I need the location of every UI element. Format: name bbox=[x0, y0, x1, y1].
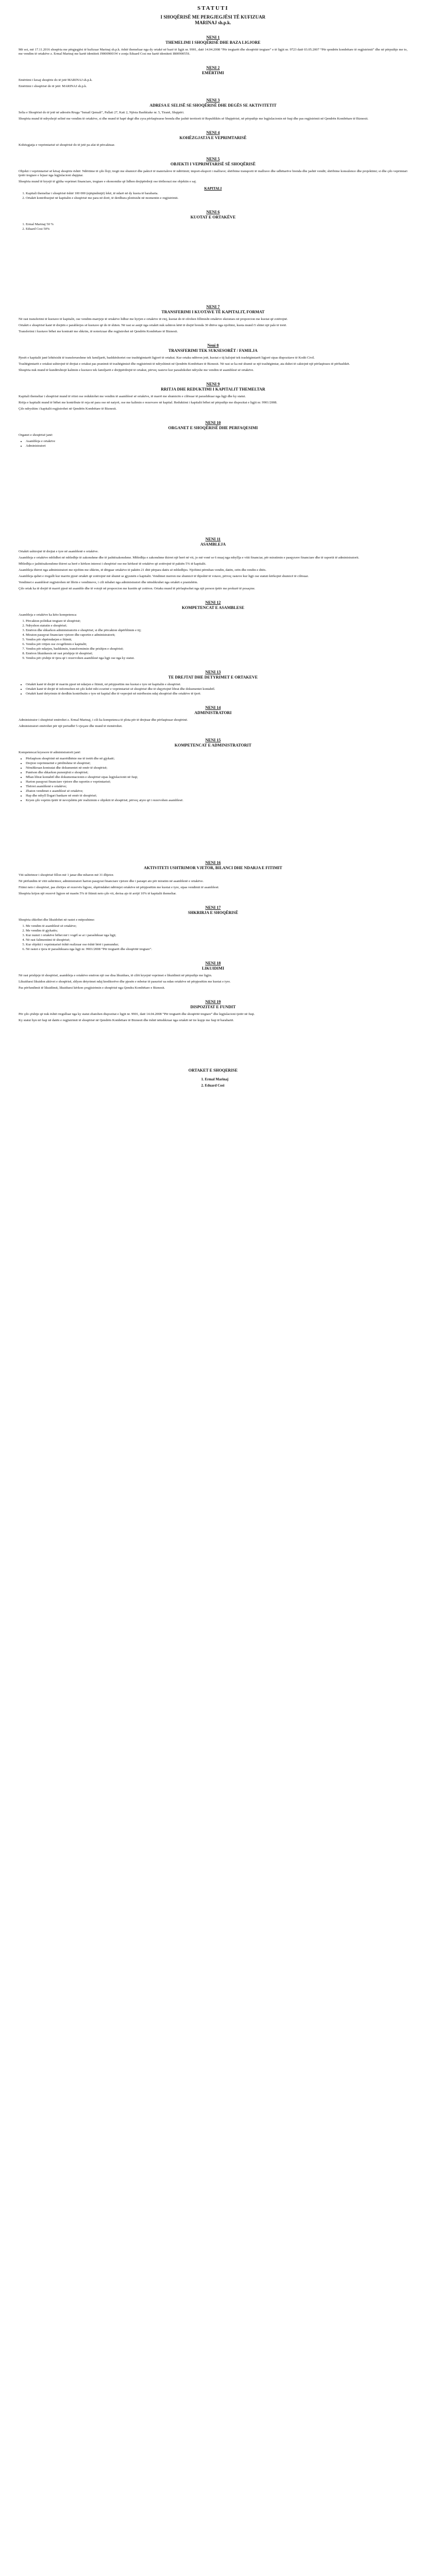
document-body bbox=[19, 5, 407, 1089]
article-section bbox=[19, 210, 407, 231]
article-section bbox=[19, 98, 407, 121]
article-list-item: • Asambleja e ortakëve bbox=[26, 439, 407, 444]
article-list bbox=[26, 619, 407, 660]
page-break-gap bbox=[19, 820, 407, 836]
article-list-item: • Mban librat kontabël dhe dokumentacionin e shoqërisë sipas legjislacionit në fuqi; bbox=[26, 775, 407, 779]
document-heading-company-type: I SHOQËRISË ME PERGJEGJËSI TË KUFIZUAR bbox=[160, 14, 266, 20]
article-paragraph: Ky statut hyn në fuqi në datën e regjistrimit të shoqërisë në Qendrën Kombëtare të Biznesit dhe është nënshkruar nga ortakët në tre kopje me fuqi të barabartë. bbox=[19, 1019, 234, 1022]
article-title: TRANSFERIMI I KUOTAVE TË KAPITALIT, FORMAT bbox=[161, 310, 265, 314]
article-paragraph: Asambleja e ortakëve mblidhet në mbledhje të zakonshme dhe të jashtëzakonshme. Mbledhja e zakonshme thirret një herë në vit, jo më vonë se 6 muaj nga mbyllja e vitit financiar, për miratimin e pasqyrave financiare dhe të raportit të administratorit. bbox=[19, 556, 360, 560]
page-break-gap bbox=[19, 481, 407, 497]
article-list-item: 1. Kapitali themeltar i shoqërisë është 100 000 (njëqindmijë) lekë, të ndarë në dy kuota të barabarta. bbox=[26, 192, 407, 196]
article-title: ORGANET E SHOQËRISË DHE PERFAQESIMI bbox=[168, 426, 258, 430]
article-title: LIKUIDIMI bbox=[201, 966, 225, 971]
article-paragraph: Selia e Shoqërisë do të jetë në adresën Rruga “Ismail Qemali”, Pallati 27, Kati 2, Njësia Bashkiake nr. 5, Tiranë, Shqipëri. bbox=[19, 111, 184, 114]
article-list bbox=[26, 757, 407, 803]
article-paragraph: Pas përfundimit të likuidimit, likuiduesi kërkon çregjistrimin e shoqërisë nga Qendra Kombëtare e Biznesit. bbox=[19, 986, 165, 990]
article-number: NENI 6 bbox=[206, 210, 220, 214]
signatories bbox=[19, 1068, 407, 1089]
article-number: NENI 14 bbox=[205, 705, 221, 710]
article-list-item: 5. Kur objekti i veprimtarisë është realizuar ose është bërë i pamundur; bbox=[26, 943, 407, 947]
article-list-item: • Punëson dhe shkarkon punonjësit e shoqërisë; bbox=[26, 771, 407, 775]
article-paragraph: Vendimet e asamblesë regjistrohen në librin e vendimeve, i cili mbahet nga administratori dhe nënshkruhet nga ortakët e pranishëm. bbox=[19, 581, 198, 584]
page-break-gap bbox=[19, 497, 407, 512]
article-title: TRANSFERIMI TEK SUKSESORËT / FAMILJA bbox=[168, 348, 258, 353]
article-number: NENI 19 bbox=[205, 999, 221, 1004]
article-list-item: 3. Kur numri i ortakëve bëhet më i vogël se ai i parashikuar nga ligji; bbox=[26, 934, 407, 938]
article-list-item: • Harton pasqyrat financiare vjetore dhe raportin e veprimtarisë; bbox=[26, 780, 407, 784]
article-section bbox=[19, 860, 407, 896]
article-paragraph: Në përfundim të vitit ushtrimor, administratori harton pasqyrat financiare vjetore dhe i paraqet ato për miratim në asamblenë e ortakëve. bbox=[19, 879, 204, 883]
article-list bbox=[26, 683, 407, 696]
article-number: NENI 13 bbox=[205, 670, 221, 674]
article-list bbox=[26, 439, 407, 448]
article-list-item: 2. Me vendim të gjykatës; bbox=[26, 929, 407, 933]
article-list-item: 1. Me vendim të asamblesë së ortakëve; bbox=[26, 924, 407, 928]
article-paragraph: Shoqëria mund të kryejë të gjitha veprimet financiare, tregtare e ekonomike që lidhen drejtpërdrejt ose tërthorazi me objektin e saj. bbox=[19, 180, 197, 183]
article-title: AKTIVITETI USHTRIMOR VJETOR, BILANCI DHE NDARJA E FITIMIT bbox=[144, 866, 282, 870]
article-list-item: • Nënshkruan kontratat dhe dokumentet në emër të shoqërisë; bbox=[26, 766, 407, 770]
article-section bbox=[19, 382, 407, 411]
article-paragraph: Objekti i veprimtarisë së kësaj shoqërie është: Ndërtime të çdo lloji; tregti me shumicë dhe pakicë të materialeve të ndërtimit; import-eksport i mallrave; shërbime transporti të mallrave dhe udhëtarëve brenda dhe jashtë vendit; shërbime konsulence dhe projektimi; si dhe çdo veprimtari tjetër tregtare e lejuar nga legjislacioni shqiptar. bbox=[19, 170, 407, 177]
article-paragraph: Administratori emërohet për një periudhë 5-vjeçare dhe mund të riemërohet. bbox=[19, 724, 123, 728]
article-paragraph: Për çdo çështje që nuk është rregulluar nga ky statut zbatohen dispozitat e ligjit nr. 9901, datë 14.04.2008 “Për tregtarët dhe shoqëritë tregtare” dhe legjislacioni tjetër në fuqi. bbox=[19, 1012, 255, 1016]
article-title: SHKRIRJA E SHOQËRISË bbox=[188, 910, 238, 915]
article-list-item: • Zbaton vendimet e asamblesë së ortakëve; bbox=[26, 789, 407, 793]
article-list-item: 4. Në rast falimentimi të shoqërisë; bbox=[26, 938, 407, 942]
article-list-item: 6. Në rastet e tjera të parashikuara nga ligji nr. 9901/2008 “Për tregtarët dhe shoqëritë tregtare”. bbox=[26, 947, 407, 952]
article-title: TE DREJTAT DHE DETYRIMET E ORTAKEVE bbox=[168, 675, 258, 680]
article-paragraph: Shoqëria nuk mund të kundërshtojë kalimin e kuotave tek familjarët e drejtpërdrejtë të ortakut, përveç rasteve kur parashikohet ndryshe me vendim të asamblesë së ortakëve. bbox=[19, 368, 254, 372]
article-paragraph: Transferimi i kuotave bëhet me kontratë me shkrim, të noterizuar dhe regjistrohet në Qendrën Kombëtare të Biznesit. bbox=[19, 330, 178, 333]
article-title: ASAMBLEJA bbox=[200, 542, 226, 547]
article-section bbox=[19, 343, 407, 372]
article-paragraph: Kapitali themeltar i shoqërisë mund të rritet ose reduktohet me vendim të asamblesë së ortakëve, të marrë me shumicën e cilësuar të parashikuar nga ligji dhe ky statut. bbox=[19, 395, 246, 398]
article-list-item: 9. Vendos për çështje të tjera që i rezervohen asamblesë nga ligji ose nga ky statut. bbox=[26, 656, 407, 660]
article-section bbox=[19, 600, 407, 660]
article-number: NENI 4 bbox=[206, 130, 220, 135]
article-list-item: • Ortakët kanë detyrimin të derdhin kontributin e tyre në kapital dhe të veprojnë në mirëbesim ndaj shoqërisë dhe ortakëve të tjerë. bbox=[26, 692, 407, 696]
article-list-item: • Hap dhe mbyll llogari bankare në emër të shoqërisë; bbox=[26, 794, 407, 798]
page-break-gap bbox=[19, 280, 407, 295]
article-section bbox=[19, 35, 407, 56]
article-list-item: 3. Emëron dhe shkarkon administratorin e shoqërisë, si dhe përcakton shpërblimin e tij; bbox=[26, 629, 407, 633]
article-list-item: 4. Miraton pasqyrat financiare vjetore dhe raportin e administratorit; bbox=[26, 633, 407, 637]
article-paragraph: Ortakët e shoqërisë kanë të drejtën e parablerjes së kuotave që do të shiten. Në rast se asnjë nga ortakët nuk ushtron këtë të drejtë brenda 30 ditëve nga njoftimi, kuota mund t'i shitet një pale të tretë. bbox=[19, 324, 287, 327]
article-title: DISPOZITAT E FUNDIT bbox=[190, 1005, 236, 1009]
article-paragraph: Kohëzgjatja e veprimtarisë së shoqërisë do të jetë pa afat të përcaktuar. bbox=[19, 143, 115, 147]
page-break-gap bbox=[19, 249, 407, 264]
article-paragraph: Asambleja e ortakëve ka këto kompetenca: bbox=[19, 613, 77, 617]
article-number: NENI 17 bbox=[205, 905, 221, 910]
article-paragraph: Shoqëria shkrihet dhe likuidohet në rastet e mëposhtme: bbox=[19, 918, 95, 922]
article-title: THEMELIMI I SHOQËRISË DHE BAZA LIGJORE bbox=[165, 40, 261, 45]
article-number: NENI 12 bbox=[205, 600, 221, 605]
article-title: KOMPETENCAT E ASAMBLESE bbox=[181, 605, 245, 610]
article-list-item: 6. Vendos për rritjen ose zvogëlimin e kapitalit; bbox=[26, 642, 407, 647]
article-list-item: • Kryen çdo veprim tjetër të nevojshëm për realizimin e objektit të shoqërisë, përveç atyre që i rezervohen asamblesë. bbox=[26, 799, 407, 803]
article-paragraph: Ortakët ushtrojnë të drejtat e tyre në asamblenë e ortakëve. bbox=[19, 550, 99, 553]
article-paragraph: Trashëgimtarët e ortakut ushtrojnë të drejtat e ortakut pas pranimit të trashëgimisë dhe regjistrimit të ndryshimit në Qendrën Kombëtare të Biznesit. Në rast se ka më shumë se një trashëgimtar, ata duhet të caktojnë një përfaqësues të përbashkët. bbox=[19, 362, 350, 366]
article-paragraph: Shoqëria krijon një rezervë ligjore në masën 5% të fitimit neto çdo vit, derisa ajo të arrijë 10% të kapitalit themeltar. bbox=[19, 892, 177, 895]
page-break-gap bbox=[19, 1040, 407, 1056]
article-list-item: 5. Vendos për shpërndarjen e fitimit; bbox=[26, 638, 407, 642]
subsection-title: KAPITALI bbox=[204, 187, 222, 191]
article-paragraph: Organet e shoqërisë janë: bbox=[19, 433, 53, 437]
article-list-item: • Thërret asamblenë e ortakëve; bbox=[26, 785, 407, 789]
article-paragraph: Asambleja thirret nga administratori me njoftim me shkrim, të dërguar ortakëve të paktën 21 ditë përpara datës së mbledhjes. Njoftimi përmban vendin, datën, orën dhe rendin e ditës. bbox=[19, 568, 267, 572]
page-break-gap bbox=[19, 512, 407, 528]
article-section bbox=[19, 705, 407, 728]
document-title: STATUTI bbox=[197, 5, 229, 11]
article-number: NENI 1 bbox=[206, 35, 220, 40]
article-title: ADMINISTRATORI bbox=[194, 710, 232, 715]
article-section bbox=[19, 304, 407, 334]
article-paragraph: Më sot, më 17.11.2016 shoqëria me përgjegjësi të kufizuar Marinaj sh.p.k. është themeluar nga dy ortakë në bazë të ligjit nr. 9901, datë 14.04.2008 “Për tregtarët dhe shoqëritë tregtare” e të ligjit nr. 9723 datë 03.05.2007 “Për qendrën kombëtare të regjistrimit” dhe në përputhje me to, me vendim të ortakëve z. Ermal Marinaj me kartë identiteti J90009001W e zonja Eduard Cosi me kartë identiteti I80090055S. bbox=[19, 48, 407, 56]
page-break-gap bbox=[19, 264, 407, 280]
article-paragraph: Çdo ndryshim i kapitalit regjistrohet në Qendrën Kombëtare të Biznesit. bbox=[19, 407, 117, 411]
signatories-list bbox=[198, 1077, 229, 1089]
article-list bbox=[26, 192, 407, 200]
article-title: OBJEKTI I VEPRIMTARISË SË SHOQËRISË bbox=[170, 162, 256, 166]
page-break-gap bbox=[19, 836, 407, 851]
article-list-item: 2. Eduard Cosi 50% bbox=[26, 227, 407, 231]
signatory-name: 2. Eduard Cosi bbox=[205, 1083, 229, 1089]
article-section bbox=[19, 670, 407, 696]
article-list-item: 1. Përcakton politikat tregtare të shoqërisë; bbox=[26, 619, 407, 623]
article-title: KUOTAT E ORTAKËVE bbox=[190, 215, 236, 219]
article-list-item: • Përfaqëson shoqërinë në marrëdhënie me të tretët dhe në gjykatë; bbox=[26, 757, 407, 761]
article-number: NENI 2 bbox=[206, 65, 220, 70]
article-section bbox=[19, 157, 407, 200]
article-section bbox=[19, 65, 407, 89]
article-list-item: • Administratori bbox=[26, 444, 407, 448]
page-break-gap bbox=[19, 1025, 407, 1040]
article-paragraph: Çdo ortak ka të drejtë të marrë pjesë në asamble dhe të votojë në proporcion me kuotën që zotëron. Ortaku mund të përfaqësohet nga një person tjetër me prokurë të posaçme. bbox=[19, 587, 255, 590]
article-number: NENI 18 bbox=[205, 961, 221, 965]
article-number: NENI 10 bbox=[205, 420, 221, 425]
article-paragraph: Asambleja quhet e rregullt kur marrin pjesë ortakët që zotërojnë më shumë se gjysmën e kapitalit. Vendimet merren me shumicë të thjeshtë të votave, përveç rasteve kur ligji ose statuti kërkojnë shumicë të cilësuar. bbox=[19, 574, 309, 578]
article-number: NENI 15 bbox=[205, 738, 221, 742]
article-title: EMËRTIMI bbox=[202, 71, 224, 75]
article-section bbox=[19, 961, 407, 990]
article-list-item: 1. Ermal Marinaj 50 % bbox=[26, 223, 407, 227]
article-paragraph: Administrator i shoqërisë emërohet z. Ermal Marinaj, i cili ka kompetenca të plota për të drejtuar dhe përfaqësuar shoqërinë. bbox=[19, 718, 188, 722]
article-paragraph: Kompetencat kryesore të administratorit janë: bbox=[19, 751, 81, 754]
article-number: NENI 3 bbox=[206, 98, 220, 103]
article-paragraph: Në rast transferimi të kuotave të kapitalit, ose vendim-marrjeje të ortakëve lidhur me hyrjen e ortakëve të rinj, kuotat do të ofrohen fillimisht ortakëve ekzistues në proporcion me kuotat që zotërojnë. bbox=[19, 317, 288, 321]
article-paragraph: Rritja e kapitalit mund të bëhet me kontribute të reja në para ose në natyrë, ose me kalimin e rezervave në kapital. Reduktimi i kapitalit bëhet në përputhje me dispozitat e ligjit nr. 9901/2008. bbox=[19, 401, 278, 404]
article-paragraph: Viti ushtrimor i shoqërisë fillon më 1 janar dhe mbaron më 31 dhjetor. bbox=[19, 873, 114, 877]
article-paragraph: Në rast prishjeje të shoqërisë, asambleja e ortakëve emëron një ose disa likuidues, të cilët kryejnë veprimet e likuidimit në përputhje me ligjin. bbox=[19, 974, 212, 977]
article-paragraph: Likuiduesi likuidon aktivet e shoqërisë, shlyen detyrimet ndaj kreditorëve dhe pjesën e mbetur të pasurisë ua ndan ortakëve në përpjesëtim me kuotat e tyre. bbox=[19, 980, 231, 984]
article-title: KOHËZGJATJA E VEPRIMTARISË bbox=[179, 135, 247, 140]
article-section bbox=[19, 130, 407, 147]
article-paragraph: Emërtimi i shoqërisë do të jetë: MARINAJ sh.p.k. bbox=[19, 84, 87, 88]
article-list-item: • Drejton veprimtarinë e përditshme të shoqërisë; bbox=[26, 761, 407, 766]
article-section bbox=[19, 905, 407, 952]
article-number: NENI 5 bbox=[206, 157, 220, 161]
page-break-gap bbox=[19, 466, 407, 481]
article-section bbox=[19, 999, 407, 1023]
article-title: RRITJA DHE REDUKTIMI I KAPITALIT THEMELTAR bbox=[161, 387, 265, 392]
article-title: KOMPETENCAT E ADMINISTRATORIT bbox=[174, 743, 252, 748]
article-paragraph: Emërtimi i kesaj shoqërie do të jetë MARINAJ sh.p.k. bbox=[19, 78, 93, 82]
document-heading-company-name: MARINAJ sh.p.k. bbox=[195, 20, 231, 25]
article-section bbox=[19, 420, 407, 448]
article-paragraph: Mbledhja e jashtëzakonshme thirret sa herë e kërkon interesi i shoqërisë ose me kërkesë të ortakëve që zotërojnë të paktën 5% të kapitalit. bbox=[19, 562, 207, 566]
article-number: NENI 7 bbox=[206, 304, 220, 309]
signatory-name: 1. Ermal Marinaj bbox=[205, 1077, 229, 1082]
article-paragraph: Fitimi neto i shoqërisë, pas zbritjes së rezervës ligjore, shpërndahet ndërmjet ortakëve në përpjesëtim me kuotat e tyre, sipas vendimit të asamblesë. bbox=[19, 886, 219, 889]
article-number: NENI 9 bbox=[206, 382, 220, 386]
article-list-item: 7. Vendos për ndarjen, bashkimin, transformimin dhe prishjen e shoqërisë; bbox=[26, 647, 407, 651]
article-paragraph: Shoqëria mund të ndryshojë selinë me vendim të ortakëve, si dhe mund të hapë degë dhe zyra përfaqësuese brenda dhe jashtë territorit të Republikës së Shqipërisë, në përputhje me legjislacionin në fuqi dhe pas regjistrimit në Qendrën Kombëtare të Biznesit. bbox=[19, 117, 368, 121]
article-list-item: • Ortakët kanë të drejtë të marrin pjesë në ndarjen e fitimit, në përpjesëtim me kuotat e tyre në kapitalin e shoqërisë. bbox=[26, 683, 407, 687]
page-break-gap bbox=[19, 450, 407, 466]
article-list bbox=[26, 924, 407, 952]
article-paragraph: Pjesët e kapitalit janë lehtësisht të transferueshme tek familjarët, bashkëshortet ose trashëgimtarët ligjorë të ortakut. Kur ortaku ndërron jetë, kuotat e tij kalojnë tek trashëgimtarët ligjorë sipas dispozitave të Kodit Civil. bbox=[19, 356, 315, 360]
article-title: ADRESA E SELISË SE SHOQËRISË DHE DEGËS SE AKTIVITETIT bbox=[149, 103, 277, 108]
article-number: Neni 8 bbox=[207, 343, 219, 348]
sections-container bbox=[19, 35, 407, 1056]
article-number: NENI 16 bbox=[205, 860, 221, 865]
page-break-gap bbox=[19, 805, 407, 820]
article-section bbox=[19, 537, 407, 591]
article-list-item: 2. Ortakët kontribuojnë në kapitalin e shoqërisë me para në dorë, të derdhura plotësisht në momentin e regjistrimit. bbox=[26, 196, 407, 200]
article-number: NENI 11 bbox=[205, 537, 221, 541]
article-list-item: 2. Ndryshon statutin e shoqërisë; bbox=[26, 624, 407, 628]
page-break-gap bbox=[19, 233, 407, 249]
article-list-item: 8. Emëron likuiduesin në rast prishjeje të shoqërisë; bbox=[26, 652, 407, 656]
article-section bbox=[19, 738, 407, 803]
article-list-item: • Ortakët kanë të drejtë të informohen në çdo kohë mbi ecurinë e veprimtarisë së shoqërisë dhe të shqyrtojnë librat dhe dokumentet kontabël. bbox=[26, 687, 407, 691]
article-list bbox=[26, 223, 407, 231]
signatories-heading: ORTAKET E SHOQERISE bbox=[188, 1068, 238, 1073]
